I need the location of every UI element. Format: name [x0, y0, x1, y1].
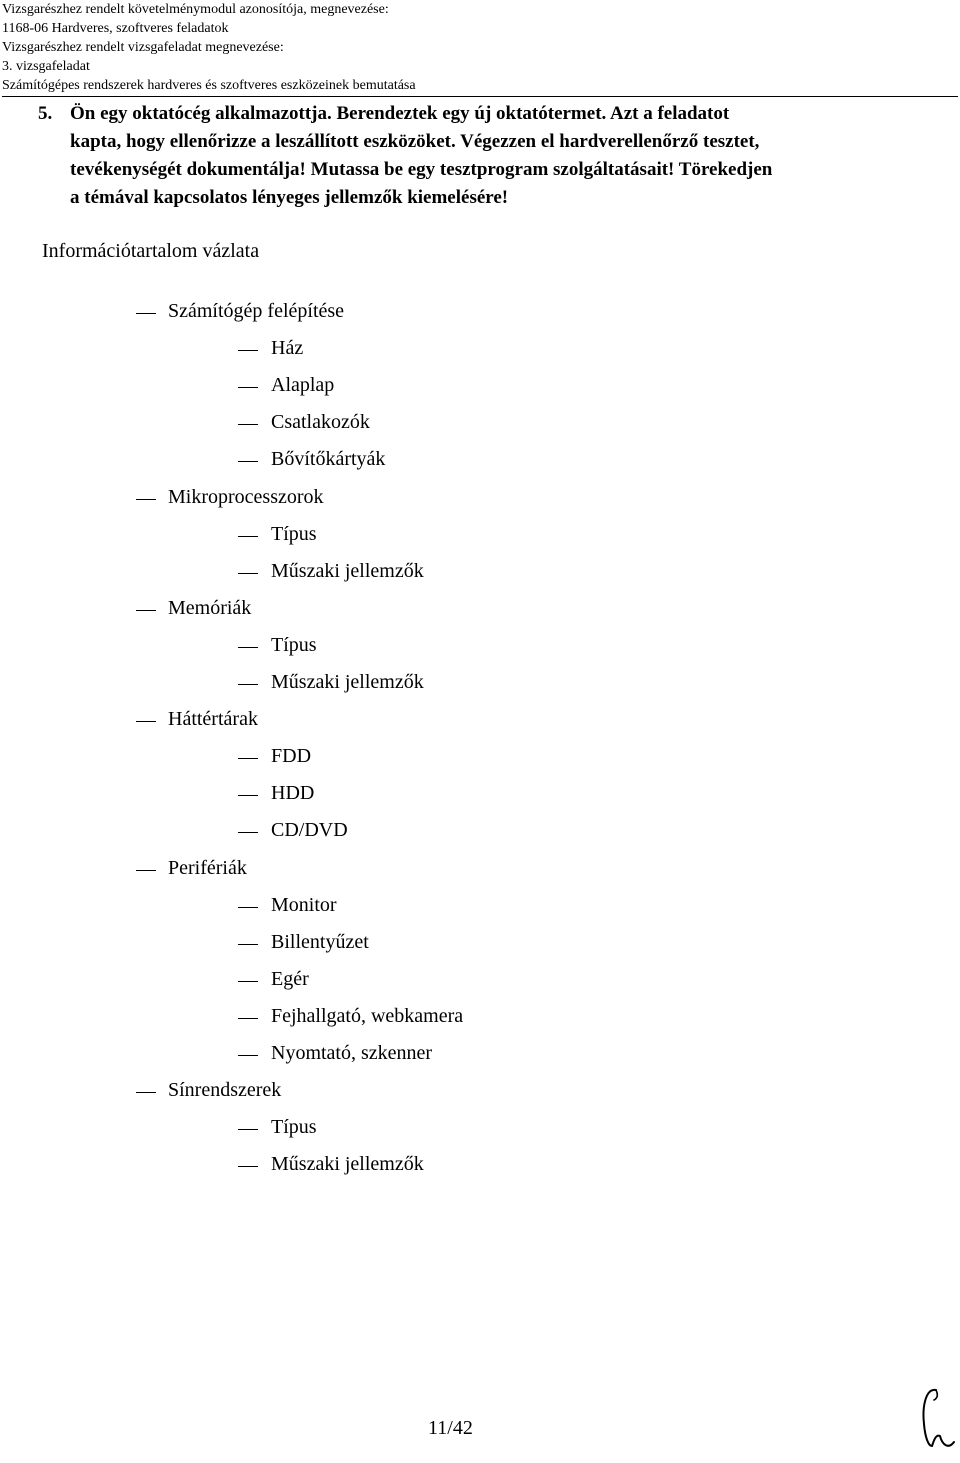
- item-bullet: [238, 1166, 258, 1167]
- outline-item: Típus: [271, 633, 317, 656]
- outline-section: Memóriák: [168, 596, 252, 619]
- outline-item: Műszaki jellemzők: [271, 1153, 424, 1176]
- outline-section: Számítógép felépítése: [168, 300, 345, 322]
- task-line: tevékenységét dokumentálja! Mutassa be egy tesztprogram szolgáltatásait! Törekedjen: [70, 159, 773, 180]
- item-bullet: [238, 832, 258, 833]
- item-bullet: [238, 758, 258, 759]
- item-bullet: [238, 647, 258, 648]
- item-bullet: [238, 573, 258, 574]
- item-bullet: [238, 461, 258, 462]
- item-bullet: [238, 1129, 258, 1130]
- section-bullet: [136, 721, 156, 722]
- outline-item: Csatlakozók: [271, 411, 370, 434]
- outline-item: Ház: [271, 337, 304, 360]
- task-line: kapta, hogy ellenőrizze a leszállított eszközöket. Végezzen el hardverellenőrző tesztet,: [70, 131, 760, 152]
- outline-item: Műszaki jellemzők: [271, 559, 424, 582]
- section-bullet: [136, 610, 156, 611]
- header-task-title: Számítógépes rendszerek hardveres és szoftveres eszközeinek bemutatása: [2, 76, 958, 97]
- section-bullet: [136, 499, 156, 500]
- item-bullet: [238, 1018, 258, 1019]
- section-bullet: [136, 313, 156, 314]
- header-task-number: 3. vizsgafeladat: [2, 59, 90, 74]
- outline-item: HDD: [271, 782, 315, 805]
- outline-title: Információtartalom vázlata: [42, 240, 260, 262]
- item-bullet: [238, 944, 258, 945]
- outline-section: Perifériák: [168, 856, 247, 879]
- header-module-label: Vizsgarészhez rendelt követelménymodul azonosítója, megnevezése:: [2, 2, 389, 17]
- document-header: [2, 0, 958, 97]
- header-task-label: Vizsgarészhez rendelt vizsgafeladat megnevezése:: [2, 40, 284, 55]
- outline-item: Alaplap: [271, 374, 335, 397]
- outline-item: Fejhallgató, webkamera: [271, 1004, 464, 1027]
- page-number: 11/42: [428, 1417, 473, 1439]
- outline-section: Mikroprocesszorok: [168, 485, 324, 508]
- item-bullet: [238, 424, 258, 425]
- item-bullet: [238, 981, 258, 982]
- outline-item: Nyomtató, szkenner: [271, 1042, 433, 1064]
- item-bullet: [238, 1055, 258, 1056]
- task-number: 5.: [38, 103, 53, 124]
- item-bullet: [238, 387, 258, 388]
- task-description: [38, 100, 918, 212]
- outline-item: Típus: [271, 522, 317, 545]
- signature-mark: [916, 1384, 960, 1456]
- outline-item: CD/DVD: [271, 819, 348, 842]
- outline-item: Monitor: [271, 893, 337, 916]
- task-line: Ön egy oktatócég alkalmazottja. Berendeztek egy új oktatótermet. Azt a feladatot: [70, 103, 730, 124]
- outline-item: Műszaki jellemzők: [271, 671, 424, 693]
- item-bullet: [238, 684, 258, 685]
- outline-item: Billentyűzet: [271, 930, 369, 953]
- item-bullet: [238, 350, 258, 351]
- outline-item: Bővítőkártyák: [271, 448, 386, 471]
- task-line: a témával kapcsolatos lényeges jellemzők kiemelésére!: [70, 187, 509, 208]
- outline-item: Egér: [271, 967, 309, 990]
- outline-section: Sínrendszerek: [168, 1079, 282, 1102]
- item-bullet: [238, 795, 258, 796]
- item-bullet: [238, 536, 258, 537]
- outline-item: FDD: [271, 745, 312, 768]
- item-bullet: [238, 907, 258, 908]
- outline-item: Típus: [271, 1116, 317, 1139]
- section-bullet: [136, 870, 156, 871]
- outline-section: Háttértárak: [168, 708, 258, 731]
- header-module-value: 1168-06 Hardveres, szoftveres feladatok: [2, 21, 229, 36]
- section-bullet: [136, 1092, 156, 1093]
